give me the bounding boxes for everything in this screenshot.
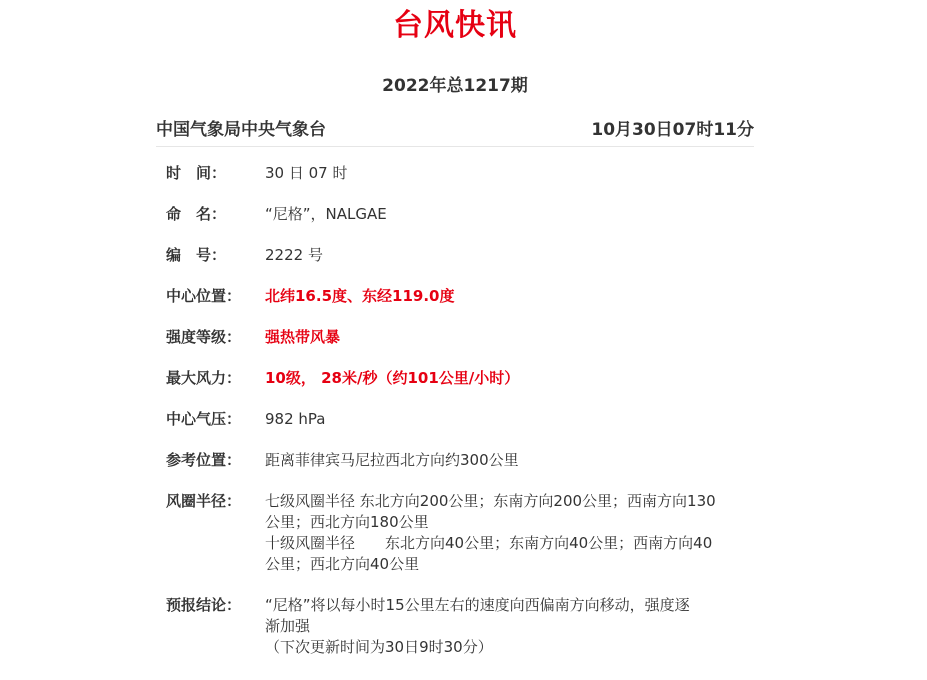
value-line: 公里；西北方向40公里 <box>265 555 420 573</box>
publish-time: 10月30日07时11分 <box>591 120 754 140</box>
agency-name: 中国气象局中央气象台 <box>156 120 326 140</box>
field-value: 强热带风暴 <box>265 328 341 346</box>
field-label: 编 号： <box>166 246 227 264</box>
field-value: 30 日 07 时 <box>265 164 348 182</box>
value-line: 公里；西北方向180公里 <box>265 513 429 531</box>
field-value: 10级， 28米/秒（约101公里/小时） <box>265 369 520 387</box>
value-line: （下次更新时间为30日9时30分） <box>265 638 493 656</box>
field-label: 预报结论： <box>166 596 242 614</box>
bulletin-header <box>156 118 754 147</box>
field-value <box>265 595 745 658</box>
issue-number: 2022年总1217期 <box>382 76 528 96</box>
field-label: 中心气压： <box>166 410 242 428</box>
field-value: “尼格”，NALGAE <box>265 205 387 223</box>
field-label: 中心位置： <box>166 287 242 305</box>
field-label: 最大风力： <box>166 369 242 387</box>
field-label: 时 间： <box>166 164 227 182</box>
value-line: “尼格”将以每小时15公里左右的速度向西偏南方向移动，强度逐 <box>265 596 690 614</box>
field-label: 命 名： <box>166 205 227 223</box>
field-value: 982 hPa <box>265 410 326 428</box>
value-line: 七级风圈半径 东北方向200公里；东南方向200公里；西南方向130 <box>265 492 716 510</box>
page-title: 台风快讯 <box>393 8 517 43</box>
field-value: 距离菲律宾马尼拉西北方向约300公里 <box>265 451 519 469</box>
field-value: 北纬16.5度、东经119.0度 <box>265 287 455 305</box>
value-line: 渐加强 <box>265 617 311 635</box>
field-value <box>265 491 745 575</box>
value-line: 十级风圈半径 东北方向40公里；东南方向40公里；西南方向40 <box>265 534 713 552</box>
field-label: 风圈半径： <box>166 492 242 510</box>
field-label: 参考位置： <box>166 451 242 469</box>
field-value: 2222 号 <box>265 246 323 264</box>
field-label: 强度等级： <box>166 328 242 346</box>
